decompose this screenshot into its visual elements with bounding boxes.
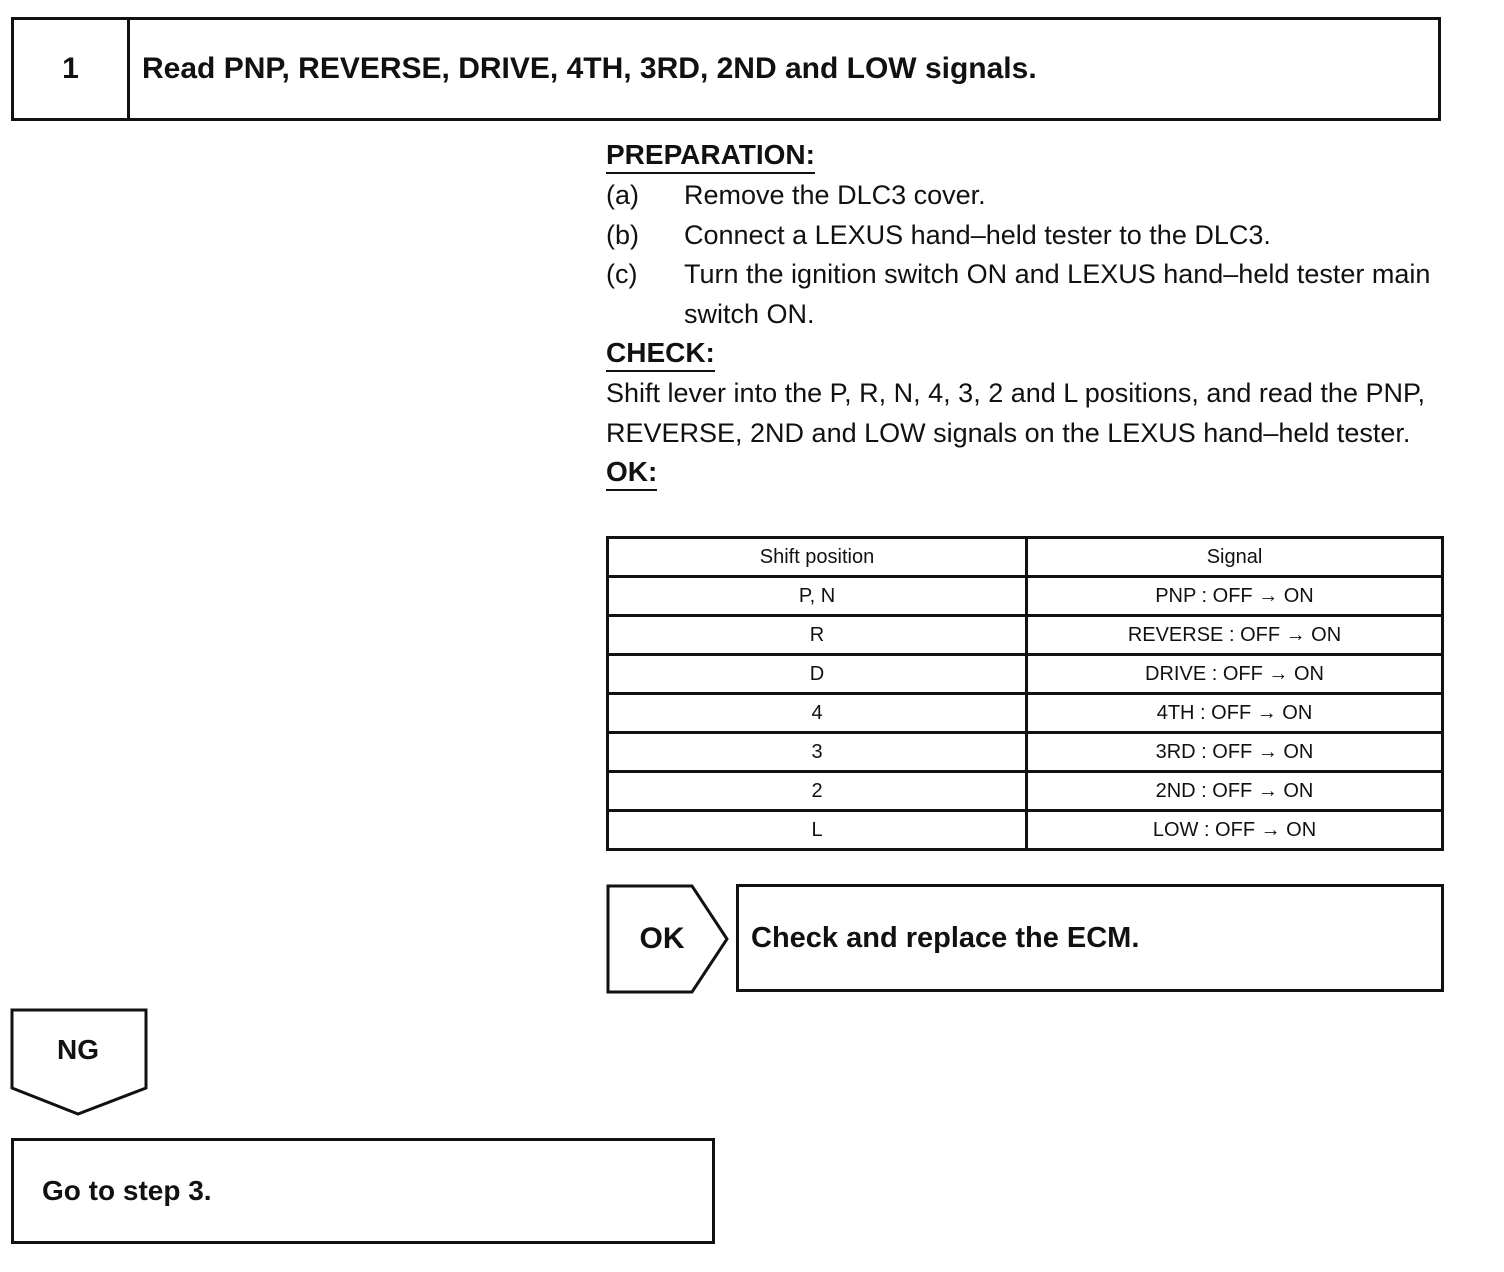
signal-table: [606, 536, 1444, 851]
preparation-item-label: (a): [606, 180, 639, 210]
signal-cell: PNP : OFF → ON: [1027, 577, 1443, 616]
preparation-item-label: (c): [606, 259, 638, 289]
table-row: [608, 655, 1443, 694]
table-row: [608, 733, 1443, 772]
shift-position-cell: L: [608, 811, 1027, 850]
shift-position-cell: P, N: [608, 577, 1027, 616]
table-header-row: [608, 538, 1443, 577]
signal-cell: 2ND : OFF → ON: [1027, 772, 1443, 811]
shift-position-cell: 3: [608, 733, 1027, 772]
ok-result-box: Check and replace the ECM.: [736, 884, 1444, 992]
preparation-item: [606, 216, 1456, 256]
check-heading: CHECK:: [606, 336, 715, 372]
table-row: [608, 577, 1443, 616]
shift-position-cell: 4: [608, 694, 1027, 733]
table-row: [608, 694, 1443, 733]
preparation-item: [606, 255, 1456, 334]
shift-position-cell: D: [608, 655, 1027, 694]
preparation-heading: PREPARATION:: [606, 138, 815, 174]
table-row: [608, 811, 1443, 850]
step-title: Read PNP, REVERSE, DRIVE, 4TH, 3RD, 2ND and LOW signals.: [142, 52, 1037, 85]
shift-position-cell: 2: [608, 772, 1027, 811]
preparation-list: [606, 176, 1456, 334]
preparation-item-text: Turn the ignition switch ON and LEXUS hand–held tester main switch ON.: [684, 259, 1431, 329]
table-row: [608, 616, 1443, 655]
signal-cell: 3RD : OFF → ON: [1027, 733, 1443, 772]
preparation-item-text: Connect a LEXUS hand–held tester to the DLC3.: [684, 219, 1271, 250]
signal-cell: 4TH : OFF → ON: [1027, 694, 1443, 733]
preparation-item-text: Remove the DLC3 cover.: [684, 180, 986, 210]
ng-result-box: Go to step 3.: [11, 1138, 715, 1244]
signal-cell: LOW : OFF → ON: [1027, 811, 1443, 850]
ng-label: NG: [57, 1034, 99, 1065]
ok-label: OK: [639, 922, 685, 955]
signal-cell: DRIVE : OFF → ON: [1027, 655, 1443, 694]
step-header: [11, 17, 1441, 121]
procedure-content: [606, 136, 1456, 493]
preparation-item-label: (b): [606, 219, 639, 250]
signal-cell: REVERSE : OFF → ON: [1027, 616, 1443, 655]
preparation-item: [606, 176, 1456, 216]
ok-heading: OK:: [606, 455, 657, 491]
column-header-shift-position: Shift position: [608, 538, 1027, 577]
step-number: 1: [14, 20, 130, 118]
shift-position-cell: R: [608, 616, 1027, 655]
table-row: [608, 772, 1443, 811]
check-text: Shift lever into the P, R, N, 4, 3, 2 and L positions, and read the PNP, REVERSE, 2ND and LOW signals on the LEXUS hand–held tester.: [606, 378, 1426, 448]
column-header-signal: Signal: [1027, 538, 1443, 577]
